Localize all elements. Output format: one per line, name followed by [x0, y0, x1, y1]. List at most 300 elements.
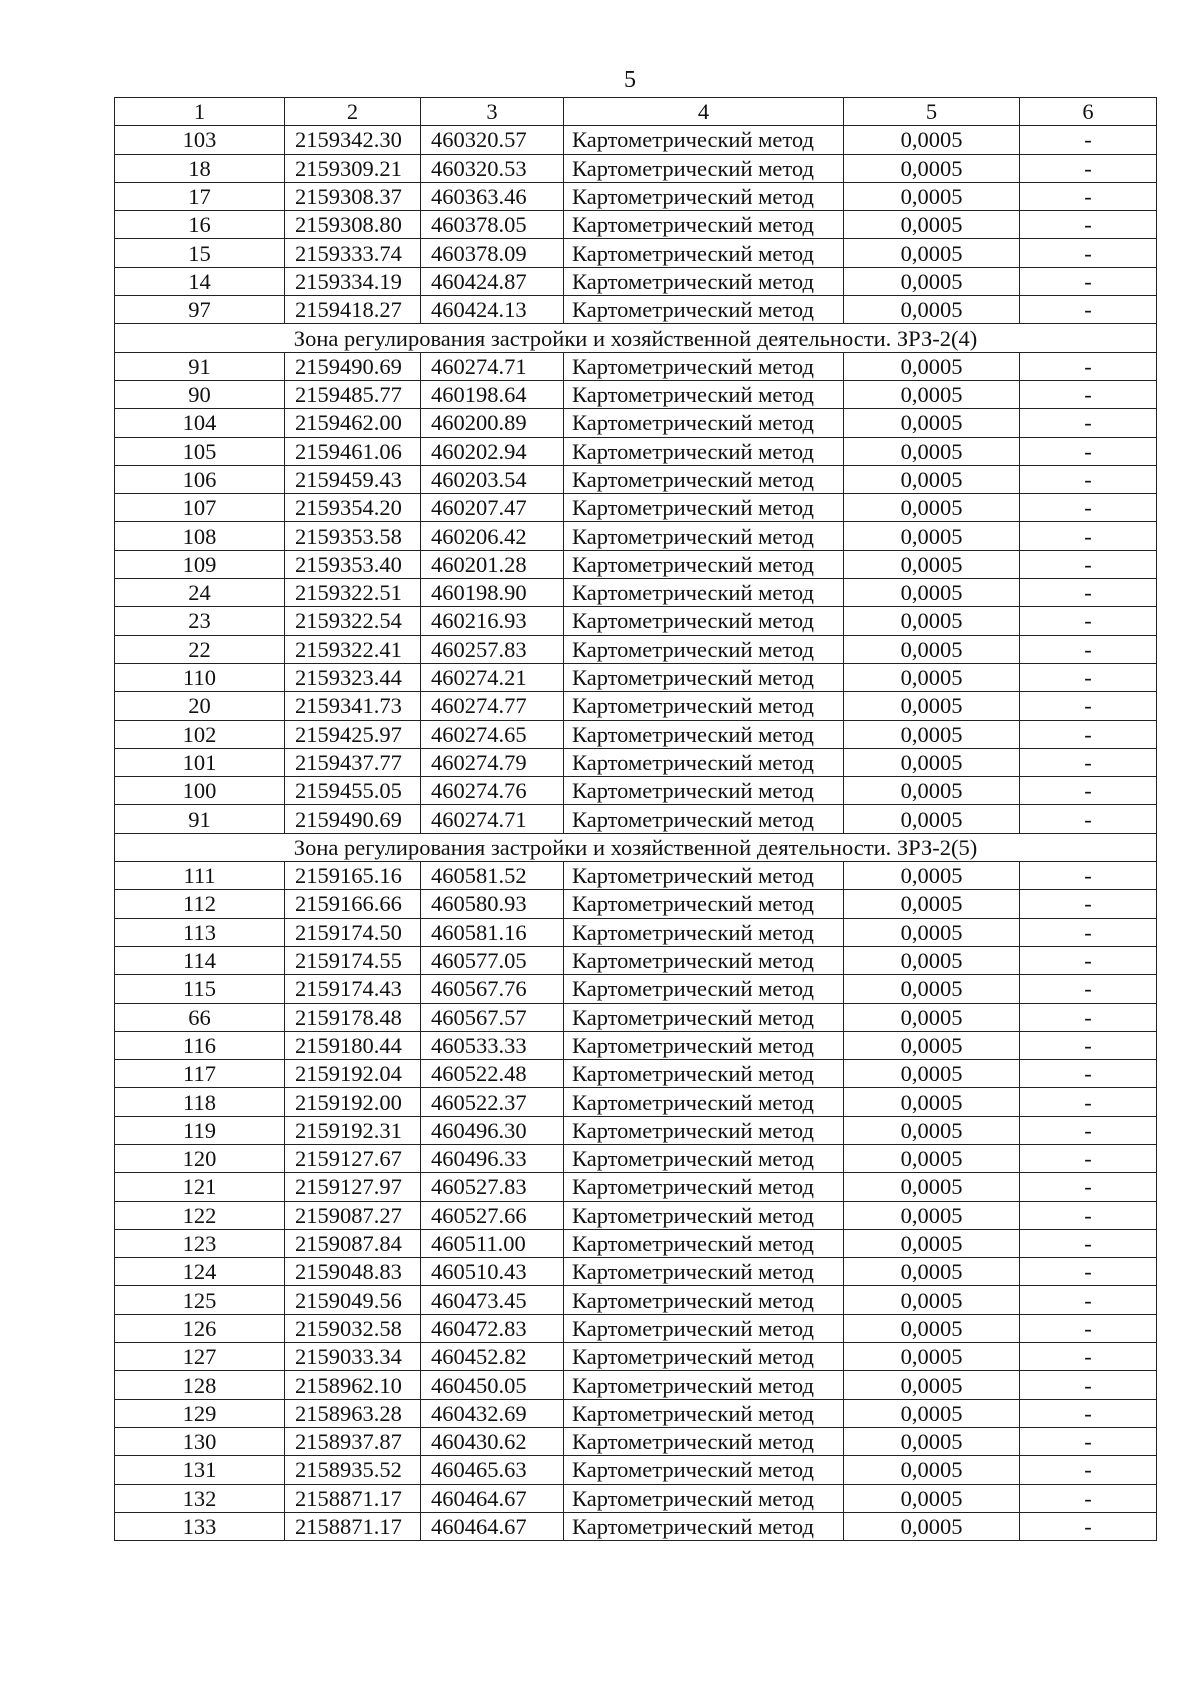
- accuracy-cell: 0,0005: [844, 748, 1020, 776]
- note-cell: -: [1020, 1088, 1157, 1116]
- table-row: [115, 1286, 1157, 1314]
- x-coordinate-cell: 2159342.30: [285, 126, 421, 154]
- method-cell: Картометрический метод: [564, 380, 844, 408]
- accuracy-cell: 0,0005: [844, 437, 1020, 465]
- method-cell: Картометрический метод: [564, 1427, 844, 1455]
- point-number-cell: 129: [115, 1399, 285, 1427]
- note-cell: -: [1020, 1484, 1157, 1512]
- point-number-cell: 16: [115, 211, 285, 239]
- table-row: [115, 267, 1157, 295]
- table-row: [115, 1229, 1157, 1257]
- y-coordinate-cell: 460198.90: [421, 579, 564, 607]
- zone-title: Зона регулирования застройки и хозяйственной деятельности. ЗРЗ-2(5): [115, 833, 1157, 861]
- accuracy-cell: 0,0005: [844, 607, 1020, 635]
- accuracy-cell: 0,0005: [844, 1060, 1020, 1088]
- method-cell: Картометрический метод: [564, 1201, 844, 1229]
- accuracy-cell: 0,0005: [844, 1258, 1020, 1286]
- method-cell: Картометрический метод: [564, 1399, 844, 1427]
- x-coordinate-cell: 2159437.77: [285, 748, 421, 776]
- method-cell: Картометрический метод: [564, 352, 844, 380]
- table-row: [115, 946, 1157, 974]
- point-number-cell: 112: [115, 890, 285, 918]
- x-coordinate-cell: 2159308.37: [285, 182, 421, 210]
- accuracy-cell: 0,0005: [844, 720, 1020, 748]
- table-header-row: [115, 98, 1157, 126]
- note-cell: -: [1020, 1201, 1157, 1229]
- table-row: [115, 1144, 1157, 1172]
- accuracy-cell: 0,0005: [844, 1173, 1020, 1201]
- note-cell: -: [1020, 1144, 1157, 1172]
- x-coordinate-cell: 2159322.51: [285, 579, 421, 607]
- method-cell: Картометрический метод: [564, 635, 844, 663]
- accuracy-cell: 0,0005: [844, 975, 1020, 1003]
- x-coordinate-cell: 2159353.58: [285, 522, 421, 550]
- point-number-cell: 91: [115, 352, 285, 380]
- table-row: [115, 862, 1157, 890]
- table-body: [115, 98, 1157, 1541]
- x-coordinate-cell: 2159459.43: [285, 465, 421, 493]
- point-number-cell: 131: [115, 1456, 285, 1484]
- x-coordinate-cell: 2159032.58: [285, 1314, 421, 1342]
- x-coordinate-cell: 2159323.44: [285, 663, 421, 691]
- y-coordinate-cell: 460363.46: [421, 182, 564, 210]
- accuracy-cell: 0,0005: [844, 126, 1020, 154]
- accuracy-cell: 0,0005: [844, 1371, 1020, 1399]
- method-cell: Картометрический метод: [564, 1258, 844, 1286]
- method-cell: Картометрический метод: [564, 946, 844, 974]
- y-coordinate-cell: 460274.65: [421, 720, 564, 748]
- x-coordinate-cell: 2159462.00: [285, 409, 421, 437]
- note-cell: -: [1020, 380, 1157, 408]
- method-cell: Картометрический метод: [564, 1484, 844, 1512]
- y-coordinate-cell: 460472.83: [421, 1314, 564, 1342]
- method-cell: Картометрический метод: [564, 494, 844, 522]
- y-coordinate-cell: 460473.45: [421, 1286, 564, 1314]
- accuracy-cell: 0,0005: [844, 1456, 1020, 1484]
- y-coordinate-cell: 460465.63: [421, 1456, 564, 1484]
- y-coordinate-cell: 460577.05: [421, 946, 564, 974]
- point-number-cell: 110: [115, 663, 285, 691]
- point-number-cell: 127: [115, 1343, 285, 1371]
- x-coordinate-cell: 2159174.55: [285, 946, 421, 974]
- note-cell: -: [1020, 862, 1157, 890]
- y-coordinate-cell: 460320.53: [421, 154, 564, 182]
- accuracy-cell: 0,0005: [844, 380, 1020, 408]
- point-number-cell: 125: [115, 1286, 285, 1314]
- point-number-cell: 20: [115, 692, 285, 720]
- y-coordinate-cell: 460274.76: [421, 777, 564, 805]
- x-coordinate-cell: 2158871.17: [285, 1484, 421, 1512]
- note-cell: -: [1020, 1286, 1157, 1314]
- note-cell: -: [1020, 239, 1157, 267]
- note-cell: -: [1020, 182, 1157, 210]
- note-cell: -: [1020, 154, 1157, 182]
- y-coordinate-cell: 460207.47: [421, 494, 564, 522]
- x-coordinate-cell: 2158962.10: [285, 1371, 421, 1399]
- y-coordinate-cell: 460432.69: [421, 1399, 564, 1427]
- accuracy-cell: 0,0005: [844, 494, 1020, 522]
- column-header: 2: [285, 98, 421, 126]
- point-number-cell: 91: [115, 805, 285, 833]
- accuracy-cell: 0,0005: [844, 1116, 1020, 1144]
- x-coordinate-cell: 2159334.19: [285, 267, 421, 295]
- y-coordinate-cell: 460320.57: [421, 126, 564, 154]
- accuracy-cell: 0,0005: [844, 777, 1020, 805]
- y-coordinate-cell: 460450.05: [421, 1371, 564, 1399]
- accuracy-cell: 0,0005: [844, 1484, 1020, 1512]
- note-cell: -: [1020, 918, 1157, 946]
- accuracy-cell: 0,0005: [844, 1343, 1020, 1371]
- point-number-cell: 18: [115, 154, 285, 182]
- method-cell: Картометрический метод: [564, 1031, 844, 1059]
- table-row: [115, 550, 1157, 578]
- coordinates-table: [114, 97, 1157, 1541]
- x-coordinate-cell: 2159308.80: [285, 211, 421, 239]
- note-cell: -: [1020, 1003, 1157, 1031]
- accuracy-cell: 0,0005: [844, 663, 1020, 691]
- y-coordinate-cell: 460378.09: [421, 239, 564, 267]
- table-row: [115, 805, 1157, 833]
- accuracy-cell: 0,0005: [844, 918, 1020, 946]
- zone-title: Зона регулирования застройки и хозяйственной деятельности. ЗРЗ-2(4): [115, 324, 1157, 352]
- point-number-cell: 133: [115, 1512, 285, 1540]
- point-number-cell: 22: [115, 635, 285, 663]
- note-cell: -: [1020, 1258, 1157, 1286]
- x-coordinate-cell: 2159165.16: [285, 862, 421, 890]
- y-coordinate-cell: 460274.71: [421, 805, 564, 833]
- accuracy-cell: 0,0005: [844, 579, 1020, 607]
- point-number-cell: 115: [115, 975, 285, 1003]
- point-number-cell: 126: [115, 1314, 285, 1342]
- note-cell: -: [1020, 437, 1157, 465]
- y-coordinate-cell: 460424.87: [421, 267, 564, 295]
- note-cell: -: [1020, 890, 1157, 918]
- point-number-cell: 66: [115, 1003, 285, 1031]
- x-coordinate-cell: 2158963.28: [285, 1399, 421, 1427]
- table-row: [115, 1088, 1157, 1116]
- table-row: [115, 777, 1157, 805]
- x-coordinate-cell: 2159322.41: [285, 635, 421, 663]
- point-number-cell: 111: [115, 862, 285, 890]
- x-coordinate-cell: 2158871.17: [285, 1512, 421, 1540]
- y-coordinate-cell: 460274.21: [421, 663, 564, 691]
- x-coordinate-cell: 2159178.48: [285, 1003, 421, 1031]
- note-cell: -: [1020, 692, 1157, 720]
- method-cell: Картометрический метод: [564, 522, 844, 550]
- method-cell: Картометрический метод: [564, 663, 844, 691]
- note-cell: -: [1020, 1512, 1157, 1540]
- table-row: [115, 296, 1157, 324]
- note-cell: -: [1020, 1314, 1157, 1342]
- point-number-cell: 97: [115, 296, 285, 324]
- table-row: [115, 1031, 1157, 1059]
- accuracy-cell: 0,0005: [844, 352, 1020, 380]
- x-coordinate-cell: 2159192.00: [285, 1088, 421, 1116]
- table-row: [115, 437, 1157, 465]
- x-coordinate-cell: 2159333.74: [285, 239, 421, 267]
- y-coordinate-cell: 460202.94: [421, 437, 564, 465]
- method-cell: Картометрический метод: [564, 1003, 844, 1031]
- point-number-cell: 108: [115, 522, 285, 550]
- x-coordinate-cell: 2159455.05: [285, 777, 421, 805]
- table-row: [115, 494, 1157, 522]
- note-cell: -: [1020, 720, 1157, 748]
- point-number-cell: 132: [115, 1484, 285, 1512]
- note-cell: -: [1020, 211, 1157, 239]
- note-cell: -: [1020, 1060, 1157, 1088]
- x-coordinate-cell: 2159087.84: [285, 1229, 421, 1257]
- x-coordinate-cell: 2159049.56: [285, 1286, 421, 1314]
- x-coordinate-cell: 2159192.31: [285, 1116, 421, 1144]
- point-number-cell: 109: [115, 550, 285, 578]
- table-row: [115, 607, 1157, 635]
- y-coordinate-cell: 460200.89: [421, 409, 564, 437]
- accuracy-cell: 0,0005: [844, 1399, 1020, 1427]
- method-cell: Картометрический метод: [564, 1144, 844, 1172]
- table-row: [115, 239, 1157, 267]
- accuracy-cell: 0,0005: [844, 267, 1020, 295]
- method-cell: Картометрический метод: [564, 692, 844, 720]
- table-row: [115, 380, 1157, 408]
- note-cell: -: [1020, 579, 1157, 607]
- x-coordinate-cell: 2159353.40: [285, 550, 421, 578]
- point-number-cell: 124: [115, 1258, 285, 1286]
- accuracy-cell: 0,0005: [844, 1031, 1020, 1059]
- table-row: [115, 1003, 1157, 1031]
- column-header: 5: [844, 98, 1020, 126]
- y-coordinate-cell: 460203.54: [421, 465, 564, 493]
- note-cell: -: [1020, 1229, 1157, 1257]
- y-coordinate-cell: 460527.66: [421, 1201, 564, 1229]
- method-cell: Картометрический метод: [564, 1343, 844, 1371]
- method-cell: Картометрический метод: [564, 805, 844, 833]
- y-coordinate-cell: 460511.00: [421, 1229, 564, 1257]
- point-number-cell: 106: [115, 465, 285, 493]
- note-cell: -: [1020, 1343, 1157, 1371]
- accuracy-cell: 0,0005: [844, 522, 1020, 550]
- table-row: [115, 748, 1157, 776]
- table-row: [115, 1512, 1157, 1540]
- x-coordinate-cell: 2159354.20: [285, 494, 421, 522]
- point-number-cell: 17: [115, 182, 285, 210]
- table-row: [115, 692, 1157, 720]
- table-row: [115, 1427, 1157, 1455]
- y-coordinate-cell: 460567.57: [421, 1003, 564, 1031]
- y-coordinate-cell: 460201.28: [421, 550, 564, 578]
- y-coordinate-cell: 460424.13: [421, 296, 564, 324]
- point-number-cell: 102: [115, 720, 285, 748]
- accuracy-cell: 0,0005: [844, 890, 1020, 918]
- note-cell: -: [1020, 296, 1157, 324]
- y-coordinate-cell: 460378.05: [421, 211, 564, 239]
- x-coordinate-cell: 2159048.83: [285, 1258, 421, 1286]
- y-coordinate-cell: 460522.48: [421, 1060, 564, 1088]
- method-cell: Картометрический метод: [564, 126, 844, 154]
- note-cell: -: [1020, 1116, 1157, 1144]
- y-coordinate-cell: 460257.83: [421, 635, 564, 663]
- method-cell: Картометрический метод: [564, 550, 844, 578]
- note-cell: -: [1020, 663, 1157, 691]
- point-number-cell: 123: [115, 1229, 285, 1257]
- x-coordinate-cell: 2159425.97: [285, 720, 421, 748]
- accuracy-cell: 0,0005: [844, 465, 1020, 493]
- accuracy-cell: 0,0005: [844, 1512, 1020, 1540]
- method-cell: Картометрический метод: [564, 748, 844, 776]
- note-cell: -: [1020, 777, 1157, 805]
- method-cell: Картометрический метод: [564, 1060, 844, 1088]
- note-cell: -: [1020, 465, 1157, 493]
- note-cell: -: [1020, 1371, 1157, 1399]
- note-cell: -: [1020, 550, 1157, 578]
- note-cell: -: [1020, 1031, 1157, 1059]
- y-coordinate-cell: 460452.82: [421, 1343, 564, 1371]
- note-cell: -: [1020, 409, 1157, 437]
- method-cell: Картометрический метод: [564, 890, 844, 918]
- accuracy-cell: 0,0005: [844, 1286, 1020, 1314]
- table-row: [115, 720, 1157, 748]
- y-coordinate-cell: 460198.64: [421, 380, 564, 408]
- column-header: 4: [564, 98, 844, 126]
- accuracy-cell: 0,0005: [844, 211, 1020, 239]
- point-number-cell: 113: [115, 918, 285, 946]
- point-number-cell: 128: [115, 1371, 285, 1399]
- x-coordinate-cell: 2158937.87: [285, 1427, 421, 1455]
- method-cell: Картометрический метод: [564, 211, 844, 239]
- x-coordinate-cell: 2159490.69: [285, 352, 421, 380]
- point-number-cell: 118: [115, 1088, 285, 1116]
- column-header: 6: [1020, 98, 1157, 126]
- note-cell: -: [1020, 494, 1157, 522]
- table-row: [115, 635, 1157, 663]
- accuracy-cell: 0,0005: [844, 154, 1020, 182]
- table-row: [115, 890, 1157, 918]
- column-header: 1: [115, 98, 285, 126]
- method-cell: Картометрический метод: [564, 1456, 844, 1484]
- y-coordinate-cell: 460274.71: [421, 352, 564, 380]
- y-coordinate-cell: 460567.76: [421, 975, 564, 1003]
- accuracy-cell: 0,0005: [844, 409, 1020, 437]
- table-row: [115, 918, 1157, 946]
- table-row: [115, 1484, 1157, 1512]
- table-row: [115, 1173, 1157, 1201]
- accuracy-cell: 0,0005: [844, 296, 1020, 324]
- x-coordinate-cell: 2159192.04: [285, 1060, 421, 1088]
- point-number-cell: 23: [115, 607, 285, 635]
- accuracy-cell: 0,0005: [844, 946, 1020, 974]
- point-number-cell: 117: [115, 1060, 285, 1088]
- x-coordinate-cell: 2159485.77: [285, 380, 421, 408]
- table-row: [115, 182, 1157, 210]
- y-coordinate-cell: 460581.16: [421, 918, 564, 946]
- method-cell: Картометрический метод: [564, 296, 844, 324]
- point-number-cell: 122: [115, 1201, 285, 1229]
- point-number-cell: 100: [115, 777, 285, 805]
- accuracy-cell: 0,0005: [844, 862, 1020, 890]
- table-row: [115, 1201, 1157, 1229]
- y-coordinate-cell: 460274.77: [421, 692, 564, 720]
- y-coordinate-cell: 460274.79: [421, 748, 564, 776]
- x-coordinate-cell: 2159322.54: [285, 607, 421, 635]
- table-row: [115, 579, 1157, 607]
- x-coordinate-cell: 2159166.66: [285, 890, 421, 918]
- note-cell: -: [1020, 352, 1157, 380]
- point-number-cell: 120: [115, 1144, 285, 1172]
- point-number-cell: 24: [115, 579, 285, 607]
- method-cell: Картометрический метод: [564, 465, 844, 493]
- x-coordinate-cell: 2159174.50: [285, 918, 421, 946]
- table-row: [115, 211, 1157, 239]
- point-number-cell: 104: [115, 409, 285, 437]
- table-row: [115, 1371, 1157, 1399]
- x-coordinate-cell: 2159309.21: [285, 154, 421, 182]
- y-coordinate-cell: 460430.62: [421, 1427, 564, 1455]
- method-cell: Картометрический метод: [564, 862, 844, 890]
- x-coordinate-cell: 2159174.43: [285, 975, 421, 1003]
- accuracy-cell: 0,0005: [844, 1427, 1020, 1455]
- accuracy-cell: 0,0005: [844, 239, 1020, 267]
- table-row: [115, 126, 1157, 154]
- accuracy-cell: 0,0005: [844, 805, 1020, 833]
- note-cell: -: [1020, 635, 1157, 663]
- zone-title-row: [115, 324, 1157, 352]
- point-number-cell: 119: [115, 1116, 285, 1144]
- y-coordinate-cell: 460580.93: [421, 890, 564, 918]
- note-cell: -: [1020, 1456, 1157, 1484]
- x-coordinate-cell: 2159490.69: [285, 805, 421, 833]
- method-cell: Картометрический метод: [564, 1512, 844, 1540]
- method-cell: Картометрический метод: [564, 1314, 844, 1342]
- point-number-cell: 90: [115, 380, 285, 408]
- method-cell: Картометрический метод: [564, 1088, 844, 1116]
- accuracy-cell: 0,0005: [844, 1314, 1020, 1342]
- x-coordinate-cell: 2158935.52: [285, 1456, 421, 1484]
- note-cell: -: [1020, 946, 1157, 974]
- note-cell: -: [1020, 1399, 1157, 1427]
- x-coordinate-cell: 2159127.67: [285, 1144, 421, 1172]
- x-coordinate-cell: 2159127.97: [285, 1173, 421, 1201]
- page-number: 5: [624, 67, 636, 93]
- method-cell: Картометрический метод: [564, 918, 844, 946]
- table-row: [115, 1060, 1157, 1088]
- x-coordinate-cell: 2159461.06: [285, 437, 421, 465]
- accuracy-cell: 0,0005: [844, 635, 1020, 663]
- method-cell: Картометрический метод: [564, 579, 844, 607]
- note-cell: -: [1020, 805, 1157, 833]
- method-cell: Картометрический метод: [564, 607, 844, 635]
- table-row: [115, 409, 1157, 437]
- method-cell: Картометрический метод: [564, 777, 844, 805]
- table-row: [115, 1116, 1157, 1144]
- table-row: [115, 522, 1157, 550]
- method-cell: Картометрический метод: [564, 239, 844, 267]
- accuracy-cell: 0,0005: [844, 182, 1020, 210]
- note-cell: -: [1020, 748, 1157, 776]
- accuracy-cell: 0,0005: [844, 1144, 1020, 1172]
- y-coordinate-cell: 460581.52: [421, 862, 564, 890]
- note-cell: -: [1020, 267, 1157, 295]
- accuracy-cell: 0,0005: [844, 550, 1020, 578]
- note-cell: -: [1020, 1173, 1157, 1201]
- table-row: [115, 1314, 1157, 1342]
- method-cell: Картометрический метод: [564, 1116, 844, 1144]
- table-row: [115, 1343, 1157, 1371]
- method-cell: Картометрический метод: [564, 182, 844, 210]
- x-coordinate-cell: 2159418.27: [285, 296, 421, 324]
- x-coordinate-cell: 2159087.27: [285, 1201, 421, 1229]
- point-number-cell: 101: [115, 748, 285, 776]
- table-row: [115, 975, 1157, 1003]
- y-coordinate-cell: 460496.33: [421, 1144, 564, 1172]
